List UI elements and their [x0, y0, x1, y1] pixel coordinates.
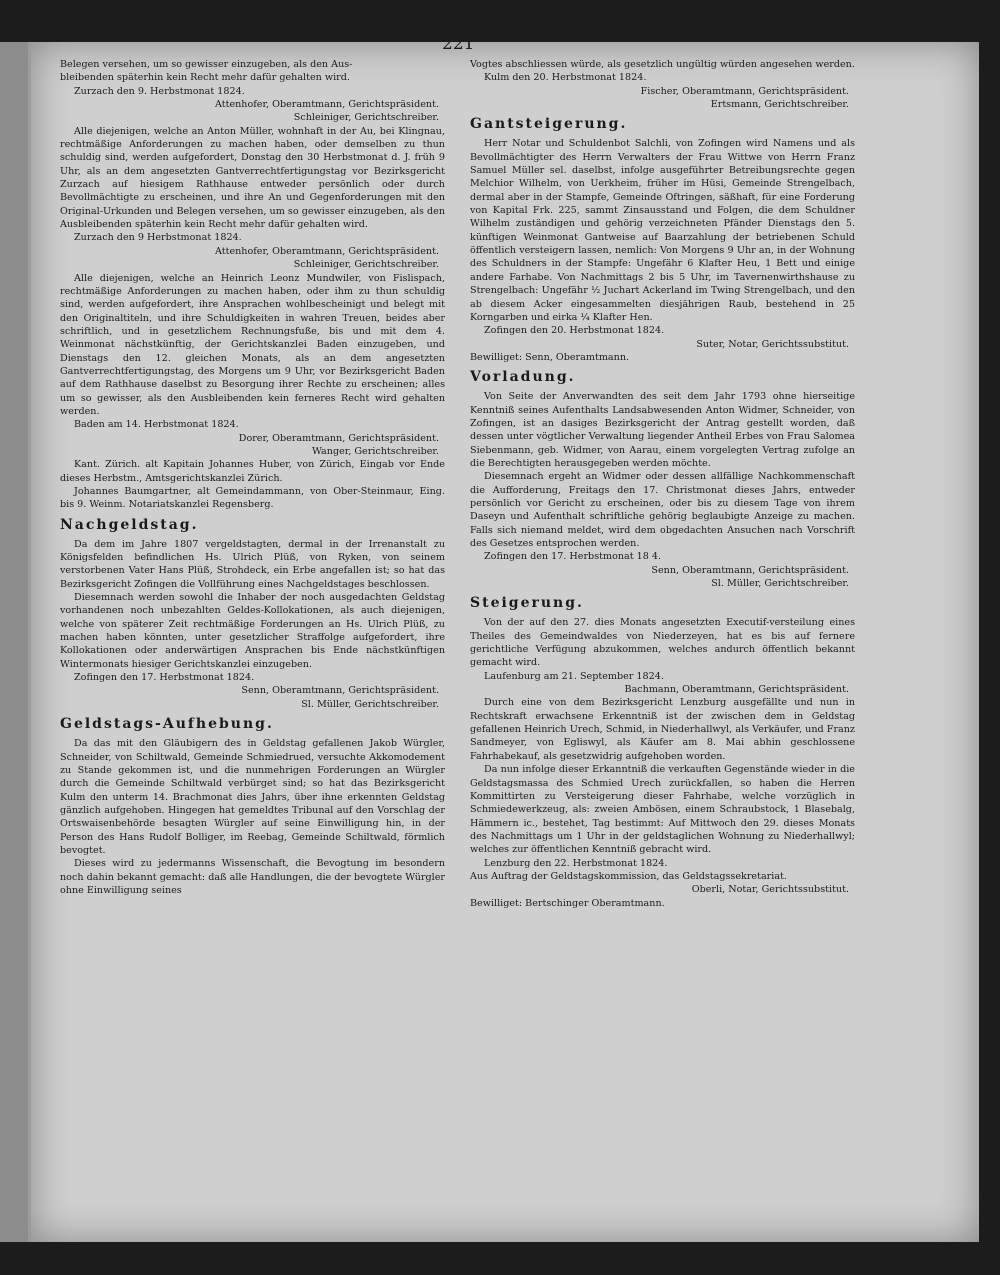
text-paragraph: Herr Notar und Schuldenbot Salchli, von Zofingen wird Namens und als Bevollmächtigter des Herrn Verwalters der Frau Wittwe von Herrn Franz Samuel Müller sel. daselbst, infolge ausgeführter Betreibungsrechte gegen Melchior Wilhelm, von Uerkheim, früher im Hüsi, Gemeinde Strengelbach, dermal aber in der Stampfe, Gemeinde Oftringen, säßhaft, für eine Forderung von Kapital Frk. 225, sammt Zinsausstand und Folgen, die dem Schuldner Wilhelm zuständigen und gehörig verzeichneten Pfänder Dienstags den 5. künftigen Weinmonat Gantweise auf Baarzahlung der betriebenen Schuld öffentlich versteigern lassen, nemlich: Von Morgens 9 Uhr an, in der Wohnung des Schuldners in der Stampfe: Ungefähr 6 Klafter Heu, 1 Bett und einige andere Farhabe. Von Nachmittags 2 bis 5 Uhr, im Tavernenwirthshause zu Strengelbach: Ungefähr ½ Juchart Ackerland im Twing Strengelbach, und den ab diesem Acker eingesammelten diesjährigen Raub, bestehend in 25 Korngarben und eirka ¼ Klafter Hen.	[470, 138, 855, 323]
text-paragraph: Aus Auftrag der Geldstagskommission, das Geldstagssekretariat.	[470, 870, 787, 882]
signature-line: Attenhofer, Oberamtmann, Gerichtspräsident.	[214, 99, 439, 111]
text-paragraph: Da das mit den Gläubigern des in Geldstag gefallenen Jakob Würgler, Schneider, von Schiltwald, Gemeinde Schmiedrued, versuchte Akkomodement zu Stande gekommen ist, und die nunmehrigen Forderungen an Würgler durch die Gemeinde Schiltwald verbürget sind; so hat das Bezirksgericht Kulm den unterm 14. Brachmonat dies Jahrs, über ihne erkennten Geldstag gänzlich aufgehoben. Hingegen hat gemeldtes Tribunal auf den Vorschlag der Ortswaisenbehörde besagten Würgler auf seine Einwilligung hin, in der Person des Hans Rudolf Bolliger, im Reebag, Gemeinde Schiltwald, förmlich bevogtet.	[60, 738, 445, 856]
right-column	[470, 58, 855, 910]
text-paragraph: Von Seite der Anverwandten des seit dem Jahr 1793 ohne hierseitige Kenntniß seines Aufenthalts Landsabwesenden Anton Widmer, Schneider, von Zofingen, ist an dasiges Bezirksgericht der Antrag gestellt worden, daß dessen unter vögtlicher Verwaltung liegender Antheil Erbes von Frau Salomea Siebenmann, geb. Widmer, von Aarau, einem vorgelegten Vertrag zufolge an die Berechtigten herausgegeben werden möchte.	[470, 391, 855, 469]
signature-line: Dorer, Oberamtmann, Gerichtspräsident.	[238, 432, 439, 444]
text-paragraph: Zofingen den 17. Herbstmonat 1824.	[74, 672, 255, 684]
text-paragraph: Zofingen den 20. Herbstmonat 1824.	[484, 325, 665, 337]
text-paragraph: Bewilliget: Bertschinger Oberamtmann.	[470, 897, 665, 909]
text-paragraph: Bewilliget: Senn, Oberamtmann.	[470, 351, 630, 363]
text-paragraph: Diesemnach werden sowohl die Inhaber der noch ausgedachten Geldstag vorhandenen noch unbezahlten Geldes-Kollokationen, als auch diejenigen, welche von späterer Zeit rechtmäßige Forderungen an Hs. Ulrich Plüß, zu machen haben könnten, unter gesetzlicher Straffolge aufgefordert, ihre Kollokationen oder anderwärtigen Ansprachen bis Ende nächstkünftigen Wintermonats hiesiger Gerichtskanzlei einzugeben.	[60, 592, 445, 670]
signature-line: Ertsmann, Gerichtschreiber.	[710, 99, 849, 111]
signature-line: Wanger, Gerichtschreiber.	[312, 445, 439, 457]
section-heading: Steigerung.	[470, 595, 584, 612]
section-heading: Geldstags-Aufhebung.	[60, 716, 274, 733]
text-paragraph: bleibenden späterhin kein Recht mehr dafür gehalten wird.	[60, 72, 350, 84]
section-heading: Nachgeldstag.	[60, 516, 199, 533]
text-paragraph: Diesemnach ergeht an Widmer oder dessen allfällige Nachkommenschaft die Aufforderung, Freitags den 17. Christmonat dieses Jahrs, entweder persönlich vor Gericht zu erscheinen, oder bis zu diesem Tage von ihrem Daseyn und Aufenthalt schriftliche gehörig beglaubigte Anzeige zu machen. Falls sich niemand meldet, wird dem obgedachten Ansuchen nach Vorschrift des Gesetzes entsprochen werden.	[470, 471, 855, 549]
text-paragraph: Alle diejenigen, welche an Heinrich Leonz Mundwiler, von Fislispach, rechtmäßige Anforderungen zu machen haben, oder ihm zu thun schuldig sind, werden aufgefordert, ihre Ansprachen wohlbescheinigt und belegt mit den Originaltiteln, und ihre Schuldigkeiten in wahren Treuen, beides aber schriftlich, und in gesetzlichem Rechnungsfuße, bis und mit dem 4. Weinmonat nächstkünftig, der Gerichtskanzlei Baden einzugeben, und Dienstags den 12. gleichen Monats, als an dem angesetzten Gantverrechtfertigungstag, des Morgens um 9 Uhr, vor Bezirksgericht Baden auf dem Rathhause daselbst zu Besorgung ihrer Rechte zu erscheinen; alles um so gewisser, als den Ausbleibenden kein ferneres Recht wird gehalten werden.	[60, 272, 445, 417]
signature-line: Attenhofer, Oberamtmann, Gerichtspräsident.	[214, 245, 439, 257]
signature-line: Senn, Oberamtmann, Gerichtspräsident.	[651, 564, 849, 576]
section-heading: Gantsteigerung.	[470, 116, 628, 133]
text-paragraph: Da nun infolge dieser Erkanntniß die verkauften Gegenstände wieder in die Geldstagsmassa des Schmied Urech zurückfallen, so haben die Herren Kommittirten zu Versteigerung dieser Fahrhabe, welche vorzüglich in Schmiedewerkzeug, als: zweien Ambösen, einem Schraubstock, 1 Blasebalg, Hämmern ic., bestehet, Tag bestimmt: Auf Mittwoch den 29. dieses Monats des Nachmittags um 1 Uhr in der geldstaglichen Wohnung zu Niederhallwyl; welches zur öffentlichen Kenntniß gebracht wird.	[470, 764, 855, 856]
text-paragraph: Da dem im Jahre 1807 vergeldstagten, dermal in der Irrenanstalt zu Königsfelden befindlichen Hs. Ulrich Plüß, von Ryken, von seinem verstorbenen Vater Hans Plüß, Strohdeck, ein Erbe angefallen ist; so hat das Bezirksgericht Zofingen die Vollführung eines Nachgeldstages beschlossen.	[60, 538, 445, 590]
signature-line: Sl. Müller, Gerichtschreiber.	[711, 578, 849, 590]
signature-line: Schleiniger, Gerichtschreiber.	[293, 112, 439, 124]
text-paragraph: Baden am 14. Herbstmonat 1824.	[74, 419, 239, 431]
left-column	[60, 58, 445, 897]
text-paragraph: Zurzach den 9. Herbstmonat 1824.	[74, 85, 245, 97]
text-paragraph: Lenzburg den 22. Herbstmonat 1824.	[484, 857, 668, 869]
signature-line: Suter, Notar, Gerichtssubstitut.	[696, 338, 849, 350]
signature-line: Senn, Oberamtmann, Gerichtspräsident.	[241, 685, 439, 697]
text-paragraph: Alle diejenigen, welche an Anton Müller, wohnhaft in der Au, bei Klingnau, rechtmäßige Anforderungen zu machen haben, oder demselben zu thun schuldig sind, werden aufgefordert, Donstag den 30 Herbstmonat d. J. früh 9 Uhr, als an dem angesetzten Gantverrechtfertigungstag vor Bezirksgericht Zurzach auf hiesigem Rathhause entweder persönlich oder durch Bevollmächtigte zu erscheinen, und ihre An und Gegenforderungen mit den Original-Urkunden und Belegen versehen, um so gewisser einzugeben, als den Ausbleibenden späterhin kein Recht mehr dafür gehalten wird.	[60, 125, 445, 231]
signature-line: Schleiniger, Gerichtschreiber.	[293, 259, 439, 271]
text-paragraph: Kulm den 20. Herbstmonat 1824.	[484, 72, 647, 84]
text-paragraph: Zofingen den 17. Herbstmonat 18 4.	[484, 551, 662, 563]
text-paragraph: Belegen versehen, um so gewisser einzugeben, als den Aus-	[60, 59, 353, 70]
signature-line: Bachmann, Oberamtmann, Gerichtspräsident.	[624, 684, 849, 696]
text-paragraph: Johannes Baumgartner, alt Gemeindammann, von Ober-Steinmaur, Eing. bis 9. Weinm. Notariatskanzlei Regensberg.	[60, 486, 445, 511]
text-paragraph: Kant. Zürich. alt Kapitain Johannes Huber, von Zürich, Eingab vor Ende dieses Herbstm., Amtsgerichtskanzlei Zürich.	[60, 459, 445, 484]
text-paragraph: Vogtes abschliessen würde, als gesetzlich ungültig würden angesehen werden.	[470, 59, 855, 70]
signature-line: Fischer, Oberamtmann, Gerichtspräsident.	[640, 85, 849, 97]
section-heading: Vorladung.	[470, 369, 576, 386]
scan-margin	[0, 42, 28, 1242]
signature-line: Oberli, Notar, Gerichtssubstitut.	[691, 884, 849, 896]
page-number: 221	[442, 34, 475, 54]
text-paragraph: Durch eine von dem Bezirksgericht Lenzburg ausgefällte und nun in Rechtskraft erwachsene Erkenntniß ist der zwischen dem in Geldstag gefallenen Heinrich Urech, Schmid, in Niederhallwyl, als Verkäufer, und Franz Sandmeyer, von Egliswyl, als Käufer am 8. Mai abhin geschlossene Fahrhabekauf, als gesetzwidrig aufgehoben worden.	[470, 697, 855, 762]
text-paragraph: Laufenburg am 21. September 1824.	[484, 670, 664, 682]
text-paragraph: Dieses wird zu jedermanns Wissenschaft, die Bevogtung im besondern noch dahin bekannt gemacht: daß alle Handlungen, die der bevogtete Würgler ohne Einwilligung seines	[60, 858, 445, 896]
text-paragraph: Von der auf den 27. dies Monats angesetzten Executif-versteilung eines Theiles des Gemeindwaldes von Niederzeyen, hat es bis auf fernere gerichtliche Verfügung abzukommen, welches andurch öffentlich bekannt gemacht wird.	[470, 617, 855, 669]
signature-line: Sl. Müller, Gerichtschreiber.	[301, 698, 439, 710]
text-paragraph: Zurzach den 9 Herbstmonat 1824.	[74, 232, 242, 244]
